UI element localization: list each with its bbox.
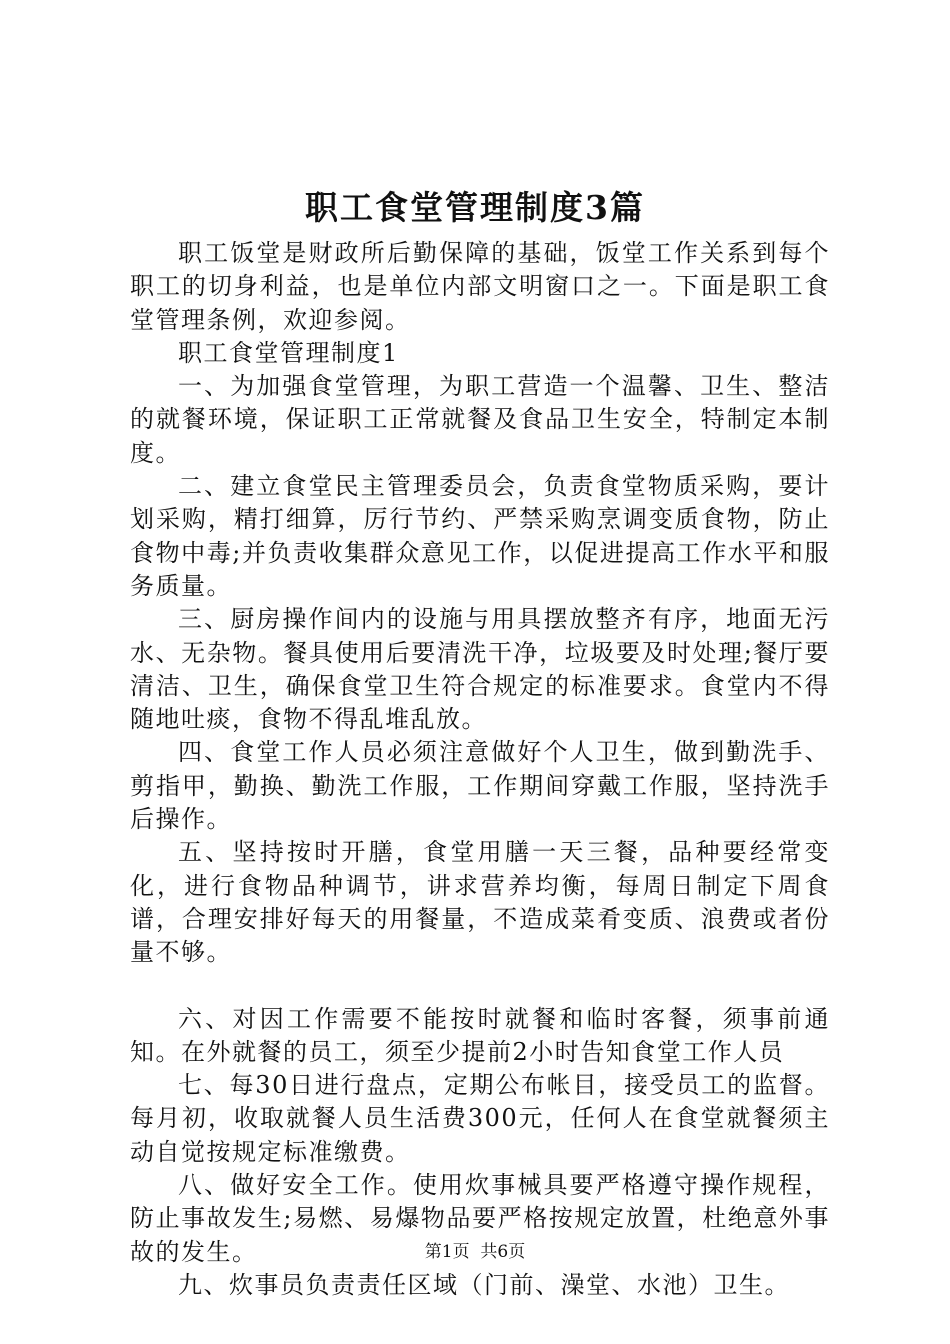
page-number: 第1页: [424, 1242, 470, 1262]
intro-paragraph: 职工饭堂是财政所后勤保障的基础，饭堂工作关系到每个职工的切身利益，也是单位内部文明窗口之一。下面是职工食堂管理条例，欢迎参阅。: [130, 239, 830, 334]
document-title: 职工食堂管理制度3篇: [305, 188, 645, 227]
page-footer: [0, 1240, 950, 1264]
clause-2: 二、建立食堂民主管理委员会，负责食堂物质采购，要计划采购，精打细算，厉行节约、严禁采购烹调变质食物，防止食物中毒;并负责收集群众意见工作，以促进提高工作水平和服务质量。: [130, 472, 830, 600]
document-body: [130, 237, 830, 1302]
section-heading: 职工食堂管理制度1: [178, 338, 399, 367]
clause-7: 七、每30日进行盘点，定期公布帐目，接受员工的监督。每月初，收取就餐人员生活费300元，任何人在食堂就餐须主动自觉按规定标准缴费。: [130, 1071, 830, 1166]
clause-1: 一、为加强食堂管理，为职工营造一个温馨、卫生、整洁的就餐环境，保证职工正常就餐及食品卫生安全，特制定本制度。: [130, 372, 830, 467]
page-total: 共6页: [480, 1242, 526, 1262]
clause-8: 八、做好安全工作。使用炊事械具要严格遵守操作规程，防止事故发生;易燃、易爆物品要严格按规定放置，杜绝意外事故的发生。: [130, 1171, 830, 1266]
clause-3: 三、厨房操作间内的设施与用具摆放整齐有序，地面无污水、无杂物。餐具使用后要清洗干净，垃圾要及时处理;餐厅要清洁、卫生，确保食堂卫生符合规定的标准要求。食堂内不得随地吐痰，食物不得乱堆乱放。: [130, 605, 830, 734]
clause-6: 六、对因工作需要不能按时就餐和临时客餐，须事前通知。在外就餐的员工，须至少提前2小时告知食堂工作人员: [130, 1004, 830, 1066]
clause-5: 五、坚持按时开膳，食堂用膳一天三餐，品种要经常变化，进行食物品种调节，讲求营养均衡，每周日制定下周食谱，合理安排好每天的用餐量，不造成菜肴变质、浪费或者份量不够。: [130, 838, 830, 967]
clause-4: 四、食堂工作人员必须注意做好个人卫生，做到勤洗手、剪指甲，勤换、勤洗工作服，工作期间穿戴工作服，坚持洗手后操作。: [130, 738, 830, 834]
clause-9: 九、炊事员负责责任区域（门前、澡堂、水池）卫生。: [178, 1270, 790, 1299]
